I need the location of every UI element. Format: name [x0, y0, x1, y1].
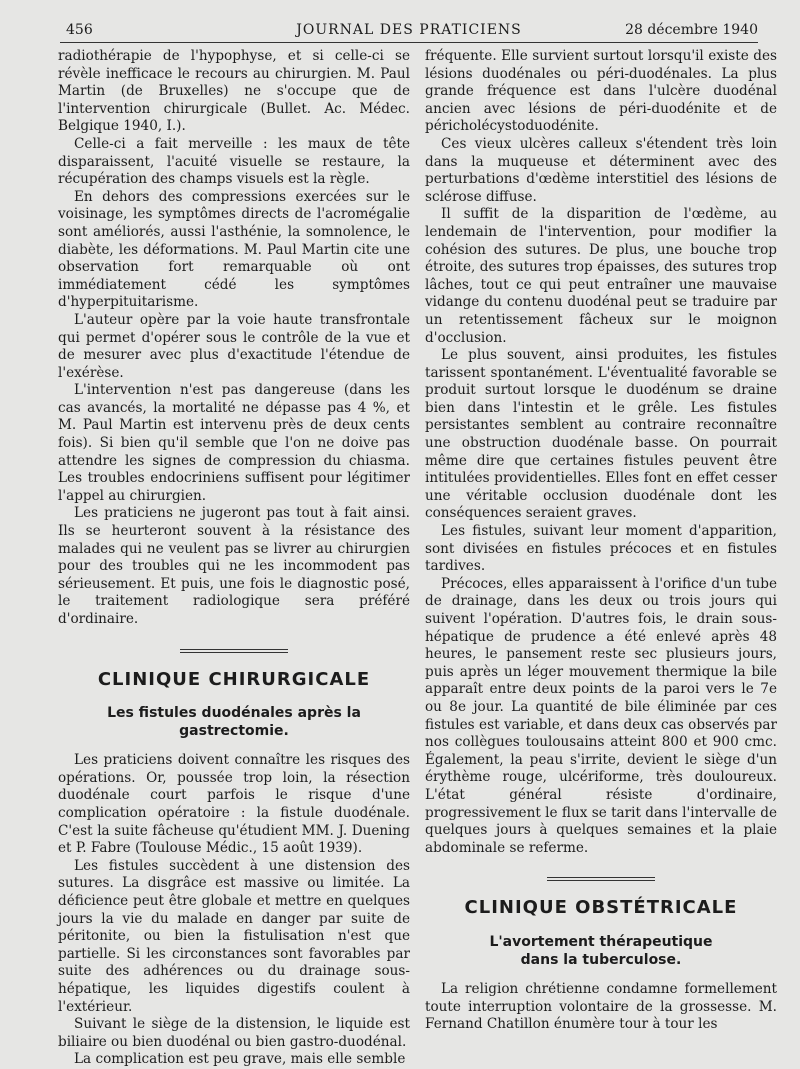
section-title: CLINIQUE CHIRURGICALE [97, 668, 371, 690]
paragraph: La complication est peu grave, mais elle semble [74, 1051, 406, 1068]
paragraph: La religion chrétienne condamne formellement toute interruption volontaire de la grossesse. M. Fernand Chatillon énumère tour à tour les [425, 980, 777, 1033]
paragraph: Précoces, elles apparaissent à l'orifice d'un tube de drainage, dans les deux ou trois jours qui suivent l'opération. D'autres fois, le drain sous-hépatique de prudence a été enlevé après 48 heures, le pansement reste sec plusieurs jours, puis après un léger mouvement thermique la bile apparaît entre deux points de la paroi vers le 7e ou 8e jour. La quantité de bile éliminée par ces fistules est variable, et dans deux cas observés par nos collègues toulousains atteint 800 et 900 cmc. Également, la peau s'irrite, devient le siège d'un érythème rouge, ulcériforme, très douloureux. L'état général résiste d'ordinaire, progressivement le flux se tarit dans l'intervalle de quelques jours à quelques semaines et la plaie abdominale se referme. [425, 575, 777, 856]
paragraph: En dehors des compressions exercées sur le voisinage, les symptômes directs de l'acromégalie sont améliorés, aussi l'asthénie, la somnolence, le diabète, les déformations. M. Paul Martin cite une observation fort remarquable où ont immédiatement cédé les symptômes d'hyperpituitarisme. [58, 188, 410, 311]
paragraph: Les praticiens doivent connaître les risques des opérations. Or, poussée trop loin, la résection duodénale court parfois le risque d'une complication opératoire : la fistule duodénale. C'est la suite fâcheuse qu'étudient MM. J. Duening et P. Fabre (Toulouse Médic., 15 août 1939). [58, 752, 410, 857]
paragraph: Suivant le siège de la distension, le liquide est biliaire ou bien duodénal ou bien gastro-duodénal. [58, 1016, 410, 1050]
paragraph: Le plus souvent, ainsi produites, les fistules tarissent spontanément. L'éventualité favorable se produit surtout lorsque le duodénum se draine bien dans l'intestin et le grêle. Les fistules persistantes semblent au contraire reconnaître une obstruction duodénale basse. On pourrait même dire que certaines fistules peuvent être intitulées providentielles. Elles font en effet cesser une véritable occlusion duodénale dont les conséquences seraient graves. [425, 347, 777, 522]
paragraph: Ces vieux ulcères calleux s'étendent très loin dans la muqueuse et déterminent avec des perturbations d'œdème interstitiel des lésions de sclérose diffuse. [425, 135, 777, 205]
paragraph: L'auteur opère par la voie haute transfrontale qui permet d'opérer sous le contrôle de la vue et de mesurer avec plus d'exactitude l'étendue de l'exérèse. [58, 311, 410, 381]
paragraph: radiothérapie de l'hypophyse, et si celle-ci se révèle inefficace le recours au chirurgien. M. Paul Martin (de Bruxelles) ne s'occupe que de l'intervention chirurgicale (Bullet. Ac. Médec. Belgique 1940, I.). [58, 48, 410, 135]
paragraph: L'intervention n'est pas dangereuse (dans les cas avancés, la mortalité ne dépasse pas 4 %, et M. Paul Martin est intervenu près de deux cents fois). Si bien qu'il semble que l'on ne doive pas attendre les signes de compression du chiasma. Les troubles endocriniens suffisent pour légitimer l'appel au chirurgien. [58, 382, 410, 504]
left-column [58, 48, 410, 1068]
page-number: 456 [66, 22, 93, 38]
article-title [425, 933, 777, 969]
journal-title: JOURNAL DES PRATICIENS [296, 22, 522, 38]
article-title-line: L'avortement thérapeutique [489, 933, 713, 950]
section-divider [547, 877, 655, 881]
paragraph: Les fistules succèdent à une distension des sutures. La disgrâce est massive ou limitée. La déficience peut être globale et mettre en quelques jours la vie du malade en danger par suite de péritonite, ou bien la fistulisation n'est que partielle. Si les circonstances sont favorables par suite des adhérences ou du drainage sous-hépatique, les liquides digestifs coulent à l'extérieur. [58, 857, 410, 1015]
paragraph: Les praticiens ne jugeront pas tout à fait ainsi. Ils se heurteront souvent à la résistance des malades qui ne veulent pas se livrer au chirurgien pour des troubles qui ne les incommodent pas sérieusement. Et puis, une fois le diagnostic posé, le traitement radiologique sera préféré d'ordinaire. [58, 505, 410, 627]
section-title: CLINIQUE OBSTÉTRICALE [464, 897, 738, 919]
paragraph: Celle-ci a fait merveille : les maux de tête disparaissent, l'acuité visuelle se restaure, la récupération des champs visuels est la règle. [58, 135, 410, 188]
article-title: Les fistules duodénales après la gastrectomie. [107, 705, 361, 740]
paragraph: Il suffit de la disparition de l'œdème, au lendemain de l'intervention, pour modifier la cohésion des sutures. De plus, une bouche trop étroite, des sutures trop épaisses, des sutures trop lâches, tout ce qui peut entraîner une mauvaise vidange du contenu duodénal peut se traduire par un retentissement fâcheux sur le moignon d'occlusion. [425, 206, 777, 346]
running-header [60, 20, 758, 43]
issue-date: 28 décembre 1940 [625, 22, 758, 38]
right-column [425, 48, 777, 1048]
section-divider [180, 649, 288, 653]
paragraph: fréquente. Elle survient surtout lorsqu'il existe des lésions duodénales ou péri-duodénales. La plus grande fréquence est dans l'ulcère duodénal ancien avec lésions de péri-duodénite et de péricholécystoduodénite. [425, 48, 777, 135]
paragraph: Les fistules, suivant leur moment d'apparition, sont divisées en fistules précoces et en fistules tardives. [425, 523, 777, 575]
article-title-line: dans la tuberculose. [520, 951, 682, 968]
